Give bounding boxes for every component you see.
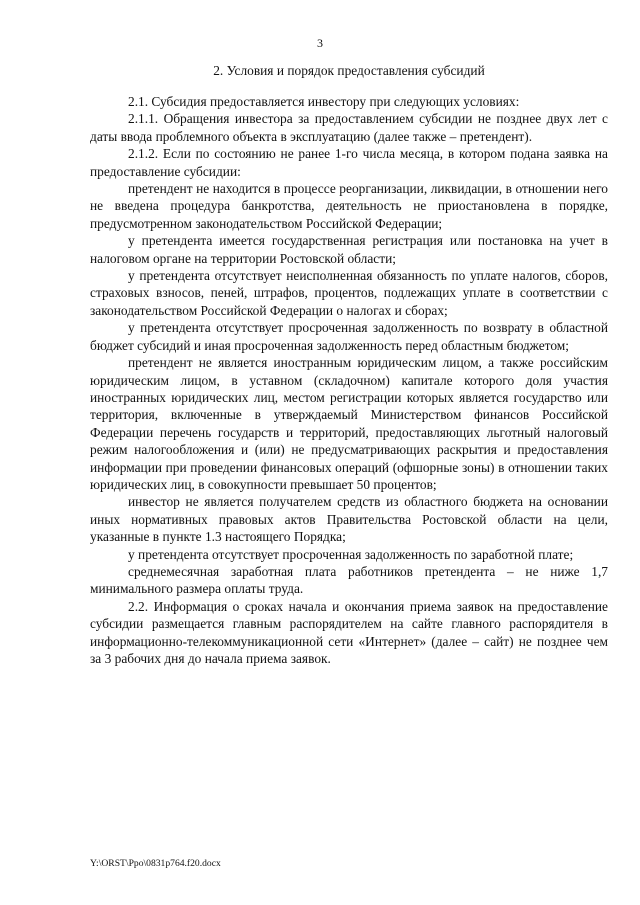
condition-no-reorganization: претендент не находится в процессе реорганизации, ликвидации, в отношении него не введена процедура банкротства, деятельность не приостановлена в порядке, предусмотренном законодательством Российской Федерации;: [90, 181, 608, 231]
page-number: 3: [317, 36, 323, 50]
paragraph-2-1-1: 2.1.1. Обращения инвестора за предоставлением субсидии не позднее двух лет с даты ввода проблемного объекта в эксплуатацию (далее также – претендент).: [90, 111, 608, 144]
condition-no-tax-debt: у претендента отсутствует неисполненная обязанность по уплате налогов, сборов, страховых взносов, пеней, штрафов, процентов, подлежащих уплате в соответствии с законодательством Российской Федерации о налогах и сборах;: [90, 268, 608, 318]
section-title: 2. Условия и порядок предоставления субсидий: [213, 63, 485, 78]
footer-file-path: Y:\ORST\Ppo\0831p764.f20.docx: [90, 858, 221, 869]
condition-not-foreign-entity: претендент не является иностранным юридическим лицом, а также российским юридическим лицом, в уставном (складочном) капитале которого доля участия иностранных юридических лиц, местом регистрации которых является государство или территория, включенные в утверждаемый Министерством финансов Российской Федерации перечень государств и территорий, предоставляющих льготный налоговый режим налогообложения и (или) не предусматривающих раскрытия и предоставления информации при проведении финансовых операций (офшорные зоны) в отношении таких юридических лиц, в совокупности превышает 50 процентов;: [90, 355, 608, 492]
paragraph-2-2: 2.2. Информация о сроках начала и окончания приема заявок на предоставление субсидии размещается главным распорядителем на сайте главного распорядителя в информационно-телекоммуникационной сети «Интернет» (далее – сайт) не позднее чем за 3 рабочих дня до начала приема заявок.: [90, 598, 608, 666]
condition-no-other-funding: инвестор не является получателем средств из областного бюджета на основании иных нормативных правовых актов Правительства Ростовской области на цели, указанные в пункте 1.3 настоящего Порядка;: [90, 494, 608, 545]
condition-average-salary: среднемесячная заработная плата работников претендента – не ниже 1,7 минимального размера оплаты труда.: [90, 563, 608, 597]
condition-no-salary-debt: у претендента отсутствует просроченная задолженность по заработной плате;: [128, 546, 574, 562]
condition-no-budget-debt: у претендента отсутствует просроченная задолженность по возврату в областной бюджет субсидий и иная просроченная задолженность перед областным бюджетом;: [90, 320, 608, 353]
condition-tax-registration: у претендента имеется государственная регистрация или постановка на учет в налоговом органе на территории Ростовской области;: [90, 233, 608, 266]
paragraph-2-1-2: 2.1.2. Если по состоянию не ранее 1-го числа месяца, в котором подана заявка на предоставление субсидии:: [90, 146, 608, 179]
document-body: [90, 93, 608, 667]
paragraph-2-1: 2.1. Субсидия предоставляется инвестору при следующих условиях:: [128, 94, 520, 109]
